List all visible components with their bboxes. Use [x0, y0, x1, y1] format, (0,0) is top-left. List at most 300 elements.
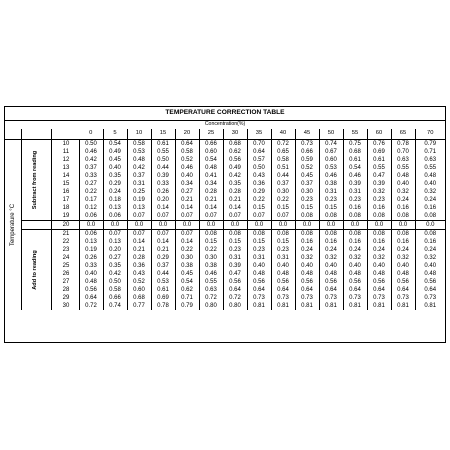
correction-value: 0.32	[367, 254, 391, 262]
correction-value: 0.81	[415, 302, 445, 310]
correction-value: 0.40	[367, 262, 391, 270]
table-row	[5, 172, 445, 180]
correction-value: 0.48	[247, 270, 271, 278]
correction-value: 0.31	[223, 254, 247, 262]
table-row	[5, 156, 445, 164]
correction-value: 0.32	[295, 254, 319, 262]
temperature-value: 30	[51, 302, 79, 310]
correction-value: 0.56	[415, 278, 445, 286]
correction-value: 0.40	[319, 262, 343, 270]
temperature-value: 24	[51, 254, 79, 262]
correction-value: 0.48	[199, 164, 223, 172]
correction-value: 0.23	[247, 246, 271, 254]
correction-value: 0.30	[175, 254, 199, 262]
table-row	[5, 164, 445, 172]
correction-value: 0.24	[319, 246, 343, 254]
table-row	[5, 254, 445, 262]
correction-value: 0.64	[319, 286, 343, 294]
correction-value: 0.06	[79, 212, 103, 221]
correction-value: 0.39	[343, 180, 367, 188]
correction-value: 0.15	[223, 238, 247, 246]
table-row	[5, 294, 445, 302]
correction-value: 0.26	[151, 188, 175, 196]
correction-value: 0.57	[247, 156, 271, 164]
correction-value: 0.38	[319, 180, 343, 188]
correction-value: 0.48	[391, 270, 415, 278]
correction-value: 0.62	[175, 286, 199, 294]
correction-value: 0.32	[415, 188, 445, 196]
correction-value: 0.40	[415, 180, 445, 188]
correction-value: 0.40	[295, 262, 319, 270]
correction-value: 0.44	[151, 164, 175, 172]
correction-value: 0.58	[175, 148, 199, 156]
table-row	[5, 180, 445, 188]
add-section-label: Add to reading	[32, 250, 39, 290]
correction-value: 0.32	[415, 254, 445, 262]
correction-value: 0.63	[415, 156, 445, 164]
correction-value: 0.07	[103, 230, 127, 239]
correction-value: 0.63	[391, 156, 415, 164]
correction-value: 0.08	[295, 212, 319, 221]
correction-value: 0.81	[247, 302, 271, 310]
correction-value: 0.74	[319, 140, 343, 149]
correction-value: 0.08	[367, 212, 391, 221]
correction-value: 0.56	[247, 278, 271, 286]
correction-value: 0.55	[151, 148, 175, 156]
correction-value: 0.81	[343, 302, 367, 310]
correction-value: 0.54	[199, 156, 223, 164]
correction-value: 0.45	[295, 172, 319, 180]
correction-value: 0.60	[319, 156, 343, 164]
correction-value: 0.32	[343, 254, 367, 262]
correction-value: 0.53	[127, 148, 151, 156]
correction-value: 0.07	[127, 230, 151, 239]
correction-value: 0.23	[271, 246, 295, 254]
correction-value: 0.14	[175, 238, 199, 246]
correction-value: 0.45	[103, 156, 127, 164]
correction-value: 0.23	[319, 196, 343, 204]
correction-value: 0.50	[103, 278, 127, 286]
correction-value: 0.07	[151, 212, 175, 221]
header-spacer	[21, 129, 51, 140]
correction-value: 0.79	[175, 302, 199, 310]
correction-value: 0.60	[127, 286, 151, 294]
correction-value: 0.68	[343, 148, 367, 156]
correction-value: 0.44	[271, 172, 295, 180]
correction-value: 0.07	[175, 212, 199, 221]
correction-value: 0.53	[319, 164, 343, 172]
correction-value: 0.44	[151, 270, 175, 278]
correction-value: 0.27	[103, 254, 127, 262]
correction-value: 0.64	[223, 286, 247, 294]
correction-value: 0.42	[103, 270, 127, 278]
column-header: 45	[295, 129, 319, 140]
correction-value: 0.24	[367, 246, 391, 254]
temperature-value: 15	[51, 180, 79, 188]
correction-value: 0.15	[295, 204, 319, 212]
correction-value: 0.53	[151, 278, 175, 286]
correction-value: 0.17	[79, 196, 103, 204]
correction-value: 0.0	[391, 221, 415, 230]
correction-value: 0.0	[175, 221, 199, 230]
column-header: 40	[271, 129, 295, 140]
correction-value: 0.31	[271, 254, 295, 262]
correction-value: 0.52	[127, 278, 151, 286]
correction-value: 0.40	[175, 172, 199, 180]
correction-value: 0.08	[271, 230, 295, 239]
correction-value: 0.46	[319, 172, 343, 180]
correction-value: 0.22	[79, 188, 103, 196]
correction-value: 0.0	[79, 221, 103, 230]
correction-value: 0.14	[175, 204, 199, 212]
correction-value: 0.55	[391, 164, 415, 172]
temperature-value: 23	[51, 246, 79, 254]
correction-value: 0.37	[127, 172, 151, 180]
correction-value: 0.22	[271, 196, 295, 204]
correction-value: 0.26	[79, 254, 103, 262]
correction-value: 0.43	[247, 172, 271, 180]
correction-value: 0.12	[79, 204, 103, 212]
correction-value: 0.45	[175, 270, 199, 278]
correction-value: 0.35	[223, 180, 247, 188]
correction-value: 0.40	[343, 262, 367, 270]
table-title: TEMPERATURE CORRECTION TABLE	[5, 107, 445, 121]
correction-value: 0.08	[367, 230, 391, 239]
temperature-value: 16	[51, 188, 79, 196]
correction-value: 0.14	[127, 238, 151, 246]
correction-value: 0.56	[79, 286, 103, 294]
correction-value: 0.40	[391, 262, 415, 270]
correction-value: 0.16	[367, 204, 391, 212]
correction-value: 0.64	[295, 286, 319, 294]
correction-value: 0.07	[271, 212, 295, 221]
correction-value: 0.08	[391, 230, 415, 239]
correction-value: 0.25	[127, 188, 151, 196]
column-header: 70	[415, 129, 445, 140]
correction-value: 0.15	[199, 238, 223, 246]
correction-value: 0.41	[199, 172, 223, 180]
correction-value: 0.08	[319, 212, 343, 221]
correction-value: 0.52	[175, 156, 199, 164]
correction-value: 0.56	[295, 278, 319, 286]
correction-value: 0.80	[199, 302, 223, 310]
correction-value: 0.58	[103, 286, 127, 294]
correction-value: 0.30	[199, 254, 223, 262]
correction-value: 0.21	[127, 246, 151, 254]
correction-value: 0.38	[199, 262, 223, 270]
correction-value: 0.08	[391, 212, 415, 221]
correction-value: 0.29	[151, 254, 175, 262]
correction-value: 0.35	[103, 172, 127, 180]
column-header: 20	[175, 129, 199, 140]
correction-value: 0.14	[151, 204, 175, 212]
correction-value: 0.21	[175, 196, 199, 204]
correction-value: 0.81	[319, 302, 343, 310]
table-row	[5, 262, 445, 270]
correction-value: 0.81	[295, 302, 319, 310]
temperature-value: 13	[51, 164, 79, 172]
correction-value: 0.64	[367, 286, 391, 294]
column-header: 65	[391, 129, 415, 140]
table-row	[5, 212, 445, 221]
correction-value: 0.63	[199, 286, 223, 294]
correction-value: 0.31	[343, 188, 367, 196]
correction-value: 0.48	[367, 270, 391, 278]
correction-value: 0.49	[223, 164, 247, 172]
temperature-value: 21	[51, 230, 79, 239]
concentration-header-row	[5, 129, 445, 140]
temperature-value: 28	[51, 286, 79, 294]
correction-value: 0.72	[223, 294, 247, 302]
correction-value: 0.16	[343, 238, 367, 246]
correction-value: 0.81	[367, 302, 391, 310]
correction-value: 0.07	[151, 230, 175, 239]
correction-value: 0.73	[271, 294, 295, 302]
correction-value: 0.29	[247, 188, 271, 196]
temperature-correction-sheet	[4, 106, 446, 343]
base-spacer	[21, 221, 51, 230]
correction-value: 0.64	[343, 286, 367, 294]
column-header: 30	[223, 129, 247, 140]
correction-value: 0.16	[367, 238, 391, 246]
correction-value: 0.23	[223, 246, 247, 254]
correction-value: 0.23	[367, 196, 391, 204]
correction-value: 0.21	[151, 246, 175, 254]
correction-value: 0.0	[151, 221, 175, 230]
correction-value: 0.15	[319, 204, 343, 212]
correction-value: 0.31	[319, 188, 343, 196]
column-header: 10	[127, 129, 151, 140]
correction-value: 0.16	[319, 238, 343, 246]
correction-value: 0.14	[151, 238, 175, 246]
correction-value: 0.66	[295, 148, 319, 156]
correction-value: 0.24	[391, 246, 415, 254]
correction-value: 0.64	[247, 286, 271, 294]
correction-value: 0.24	[415, 196, 445, 204]
correction-value: 0.68	[127, 294, 151, 302]
correction-value: 0.46	[199, 270, 223, 278]
temperature-value: 18	[51, 204, 79, 212]
correction-value: 0.32	[391, 188, 415, 196]
correction-value: 0.0	[223, 221, 247, 230]
correction-value: 0.58	[127, 140, 151, 149]
correction-value: 0.33	[151, 180, 175, 188]
correction-value: 0.08	[223, 230, 247, 239]
correction-value: 0.06	[79, 230, 103, 239]
correction-value: 0.75	[343, 140, 367, 149]
correction-value: 0.55	[367, 164, 391, 172]
correction-value: 0.37	[271, 180, 295, 188]
correction-value: 0.46	[79, 148, 103, 156]
correction-value: 0.58	[271, 156, 295, 164]
correction-value: 0.72	[271, 140, 295, 149]
temperature-value: 29	[51, 294, 79, 302]
correction-value: 0.46	[343, 172, 367, 180]
temperature-axis-cell	[5, 140, 21, 311]
correction-value: 0.64	[391, 286, 415, 294]
correction-value: 0.24	[391, 196, 415, 204]
correction-value: 0.78	[391, 140, 415, 149]
correction-value: 0.06	[103, 212, 127, 221]
correction-value: 0.59	[295, 156, 319, 164]
correction-value: 0.07	[175, 230, 199, 239]
correction-value: 0.37	[151, 262, 175, 270]
correction-value: 0.16	[391, 238, 415, 246]
temperature-value: 22	[51, 238, 79, 246]
correction-value: 0.13	[103, 238, 127, 246]
correction-value: 0.70	[247, 140, 271, 149]
correction-value: 0.56	[319, 278, 343, 286]
correction-value: 0.16	[295, 238, 319, 246]
correction-value: 0.24	[295, 246, 319, 254]
correction-value: 0.77	[127, 302, 151, 310]
correction-value: 0.42	[127, 164, 151, 172]
correction-value: 0.38	[175, 262, 199, 270]
correction-value: 0.78	[151, 302, 175, 310]
correction-value: 0.24	[415, 246, 445, 254]
column-header: 60	[367, 129, 391, 140]
correction-value: 0.28	[199, 188, 223, 196]
table-row	[5, 148, 445, 156]
correction-value: 0.08	[247, 230, 271, 239]
correction-value: 0.73	[295, 294, 319, 302]
correction-value: 0.07	[127, 212, 151, 221]
correction-value: 0.16	[415, 238, 445, 246]
correction-table	[5, 107, 445, 310]
correction-value: 0.48	[391, 172, 415, 180]
correction-value: 0.54	[175, 278, 199, 286]
correction-value: 0.74	[103, 302, 127, 310]
correction-value: 0.60	[199, 148, 223, 156]
correction-value: 0.20	[103, 246, 127, 254]
correction-value: 0.40	[391, 180, 415, 188]
correction-value: 0.46	[175, 164, 199, 172]
correction-value: 0.56	[271, 278, 295, 286]
correction-value: 0.19	[127, 196, 151, 204]
correction-value: 0.81	[271, 302, 295, 310]
correction-value: 0.51	[271, 164, 295, 172]
correction-value: 0.48	[127, 156, 151, 164]
correction-value: 0.50	[79, 140, 103, 149]
correction-value: 0.16	[415, 204, 445, 212]
add-section	[21, 230, 51, 311]
column-header: 0	[79, 129, 103, 140]
correction-value: 0.31	[247, 254, 271, 262]
correction-value: 0.66	[199, 140, 223, 149]
correction-value: 0.15	[271, 204, 295, 212]
correction-value: 0.30	[295, 188, 319, 196]
correction-value: 0.40	[271, 262, 295, 270]
correction-value: 0.08	[415, 230, 445, 239]
correction-value: 0.69	[367, 148, 391, 156]
correction-value: 0.76	[367, 140, 391, 149]
correction-value: 0.28	[127, 254, 151, 262]
table-row	[5, 140, 445, 149]
correction-value: 0.32	[319, 254, 343, 262]
temperature-value: 17	[51, 196, 79, 204]
correction-value: 0.0	[127, 221, 151, 230]
correction-value: 0.34	[199, 180, 223, 188]
correction-value: 0.40	[247, 262, 271, 270]
correction-value: 0.67	[319, 148, 343, 156]
correction-value: 0.18	[103, 196, 127, 204]
correction-value: 0.21	[199, 196, 223, 204]
correction-value: 0.0	[247, 221, 271, 230]
correction-value: 0.13	[127, 204, 151, 212]
table-row	[5, 246, 445, 254]
correction-value: 0.0	[367, 221, 391, 230]
temperature-value: 20	[51, 221, 79, 230]
correction-value: 0.42	[79, 156, 103, 164]
table-row	[5, 230, 445, 239]
temperature-value: 19	[51, 212, 79, 221]
correction-value: 0.23	[343, 196, 367, 204]
correction-value: 0.08	[199, 230, 223, 239]
correction-value: 0.40	[79, 270, 103, 278]
correction-value: 0.27	[79, 180, 103, 188]
correction-value: 0.56	[367, 278, 391, 286]
temperature-value: 26	[51, 270, 79, 278]
correction-value: 0.61	[151, 140, 175, 149]
temperature-value: 11	[51, 148, 79, 156]
correction-value: 0.54	[343, 164, 367, 172]
correction-value: 0.48	[79, 278, 103, 286]
table-row	[5, 196, 445, 204]
correction-value: 0.40	[103, 164, 127, 172]
table-row	[5, 278, 445, 286]
correction-value: 0.68	[223, 140, 247, 149]
correction-value: 0.70	[391, 148, 415, 156]
table-row	[5, 188, 445, 196]
column-header: 50	[319, 129, 343, 140]
correction-value: 0.39	[151, 172, 175, 180]
concentration-label: Concentration(%)	[204, 121, 246, 128]
correction-value: 0.27	[175, 188, 199, 196]
correction-value: 0.56	[223, 278, 247, 286]
correction-value: 0.48	[319, 270, 343, 278]
correction-value: 0.48	[271, 270, 295, 278]
table-row	[5, 204, 445, 212]
correction-value: 0.48	[295, 270, 319, 278]
temperature-value: 27	[51, 278, 79, 286]
correction-value: 0.07	[247, 212, 271, 221]
table-row	[5, 286, 445, 294]
correction-value: 0.64	[175, 140, 199, 149]
correction-value: 0.0	[271, 221, 295, 230]
correction-value: 0.20	[151, 196, 175, 204]
table-row	[5, 270, 445, 278]
correction-value: 0.24	[343, 246, 367, 254]
correction-value: 0.34	[175, 180, 199, 188]
correction-value: 0.73	[367, 294, 391, 302]
correction-value: 0.08	[295, 230, 319, 239]
correction-value: 0.0	[199, 221, 223, 230]
correction-value: 0.14	[199, 204, 223, 212]
correction-value: 0.56	[223, 156, 247, 164]
correction-value: 0.73	[319, 294, 343, 302]
correction-value: 0.35	[103, 262, 127, 270]
correction-value: 0.55	[199, 278, 223, 286]
correction-value: 0.22	[247, 196, 271, 204]
temperature-value: 14	[51, 172, 79, 180]
temperature-label: Temperature °C	[9, 203, 16, 247]
table-row	[5, 302, 445, 310]
correction-value: 0.30	[271, 188, 295, 196]
correction-value: 0.62	[223, 148, 247, 156]
correction-value: 0.71	[415, 148, 445, 156]
correction-value: 0.13	[103, 204, 127, 212]
correction-value: 0.64	[247, 148, 271, 156]
